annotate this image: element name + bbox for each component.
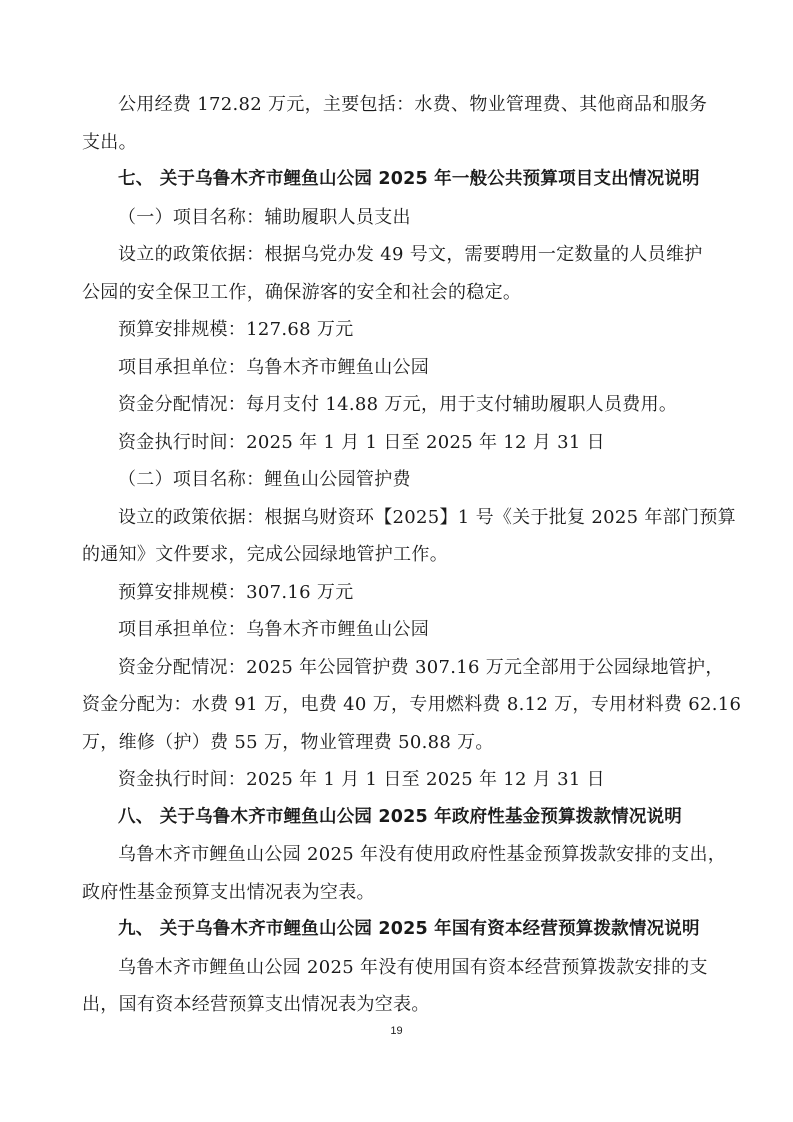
paragraph-line: 资金执行时间：2025 年 1 月 1 日至 2025 年 12 月 31 日 [118, 769, 605, 790]
paragraph-line: （二）项目名称：鲤鱼山公园管护费 [118, 469, 411, 490]
paragraph-line: 公园的安全保卫工作，确保游客的安全和社会的稳定。 [82, 281, 522, 303]
paragraph-line: 设立的政策依据：根据乌财资环【2025】1 号《关于批复 2025 年部门预算 [118, 506, 736, 528]
paragraph-line: （一）项目名称：辅助履职人员支出 [118, 206, 411, 228]
paragraph-line: 设立的政策依据：根据乌党办发 49 号文，需要聘用一定数量的人员维护 [118, 244, 703, 265]
paragraph-line: 资金分配情况：每月支付 14.88 万元，用于支付辅助履职人员费用。 [118, 394, 678, 415]
paragraph-line: 出，国有资本经营预算支出情况表为空表。 [82, 994, 430, 1015]
page-number: 19 [390, 1025, 403, 1037]
paragraph-line: 预算安排规模：307.16 万元 [118, 581, 354, 603]
paragraph-line: 公用经费 172.82 万元，主要包括：水费、物业管理费、其他商品和服务 [118, 94, 708, 115]
paragraph-line: 项目承担单位：乌鲁木齐市鲤鱼山公园 [118, 356, 430, 378]
paragraph-line: 资金分配情况：2025 年公园管护费 307.16 万元全部用于公园绿地管护， [118, 656, 724, 678]
section-heading: 九、 关于乌鲁木齐市鲤鱼山公园 2025 年国有资本经营预算拨款情况说明 [118, 919, 700, 939]
section-heading: 七、 关于乌鲁木齐市鲤鱼山公园 2025 年一般公共预算项目支出情况说明 [118, 169, 700, 189]
paragraph-line: 资金执行时间：2025 年 1 月 1 日至 2025 年 12 月 31 日 [118, 431, 605, 453]
paragraph-line: 预算安排规模：127.68 万元 [118, 319, 354, 340]
section-heading: 八、 关于乌鲁木齐市鲤鱼山公园 2025 年政府性基金预算拨款情况说明 [118, 806, 682, 827]
paragraph-line: 支出。 [82, 131, 137, 153]
paragraph-line: 乌鲁木齐市鲤鱼山公园 2025 年没有使用国有资本经营预算拨款安排的支 [118, 956, 708, 978]
paragraph-line: 政府性基金预算支出情况表为空表。 [82, 881, 375, 903]
paragraph-line: 项目承担单位：乌鲁木齐市鲤鱼山公园 [118, 619, 430, 640]
document-body [82, 86, 742, 1024]
paragraph-line: 乌鲁木齐市鲤鱼山公园 2025 年没有使用政府性基金预算拨款安排的支出， [118, 844, 727, 865]
paragraph-line: 的通知》文件要求，完成公园绿地管护工作。 [82, 544, 448, 565]
paragraph-line: 资金分配为：水费 91 万，电费 40 万，专用燃料费 8.12 万，专用材料费 62.16 [82, 694, 742, 715]
paragraph-line: 万，维修（护）费 55 万，物业管理费 50.88 万。 [82, 731, 494, 753]
